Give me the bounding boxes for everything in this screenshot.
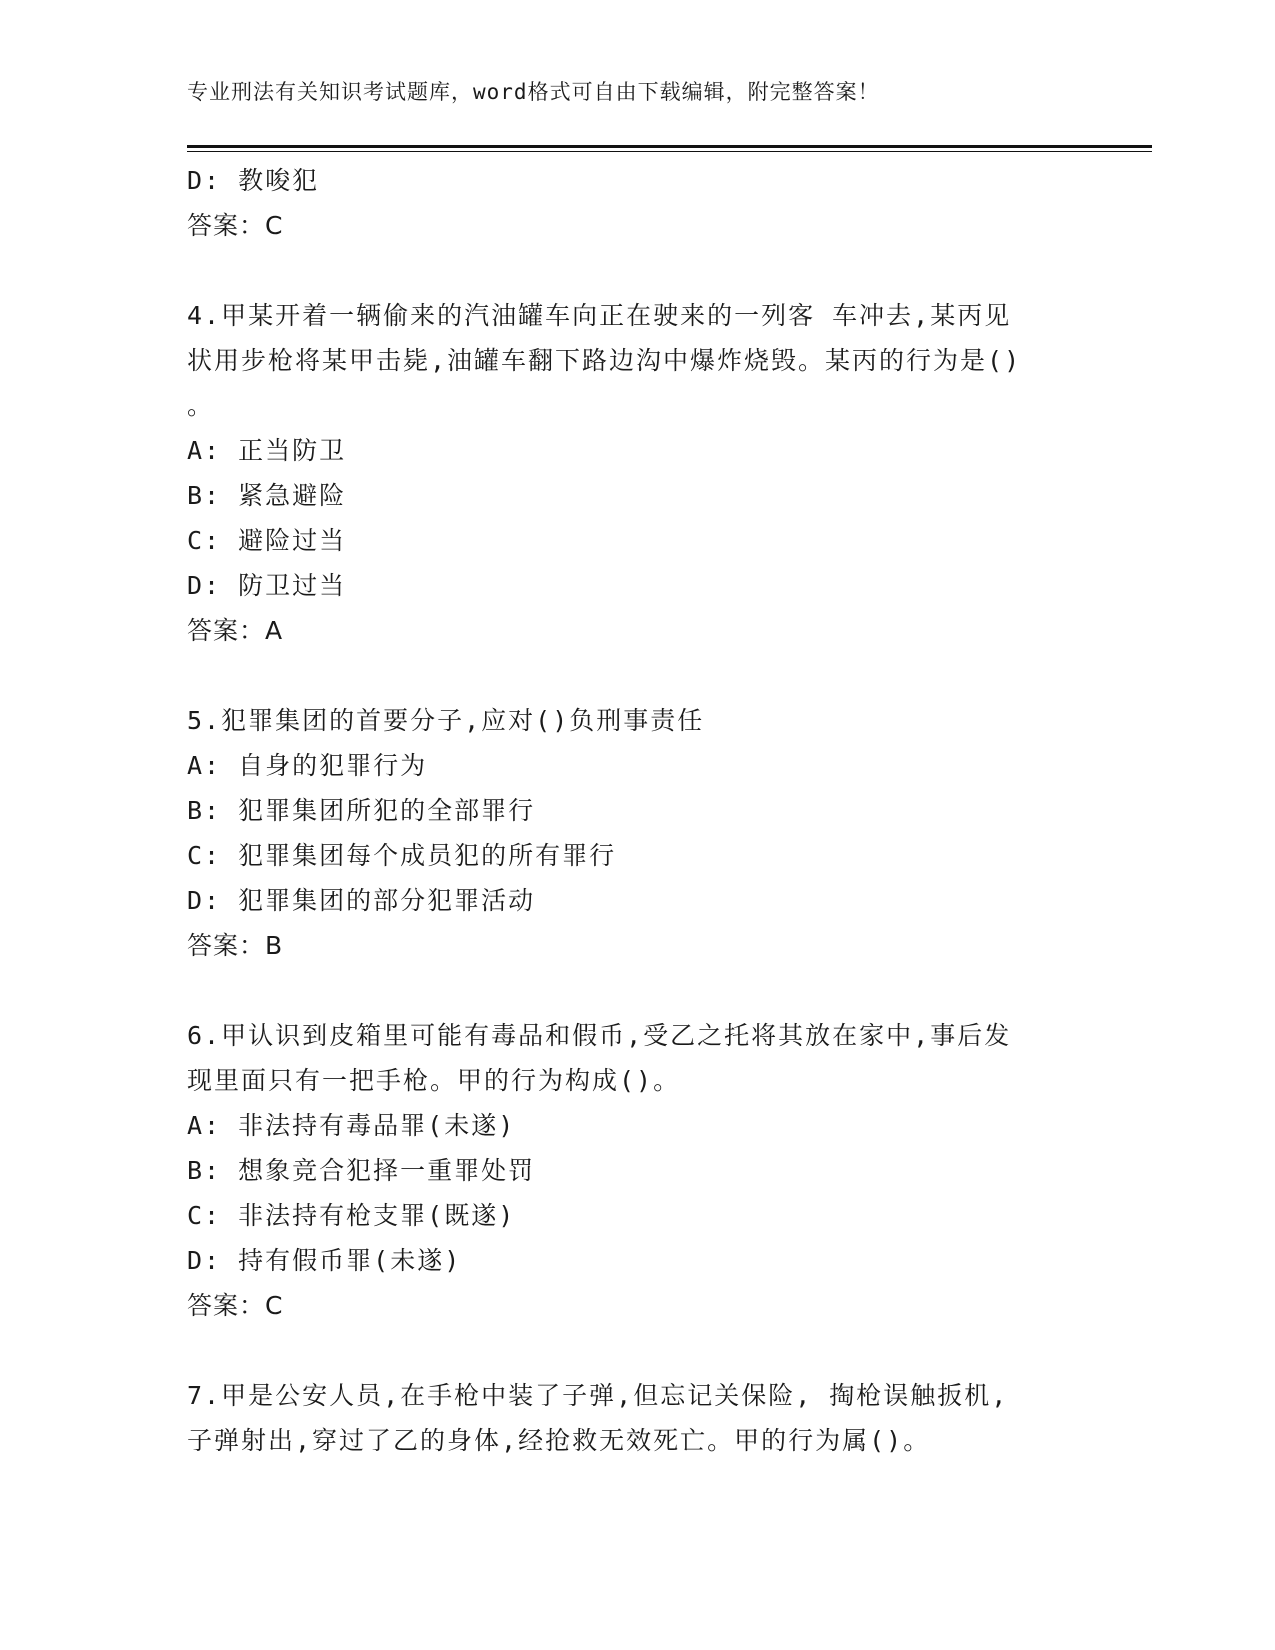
q6-stem-line-2: 现里面只有一把手枪。甲的行为构成()。: [187, 1066, 681, 1095]
q7-stem-line-2: 子弹射出,穿过了乙的身体,经抢救无效死亡。甲的行为属()。: [187, 1426, 931, 1455]
q4-option-a: A: 正当防卫: [187, 436, 347, 465]
q4-answer: 答案：A: [187, 616, 284, 645]
q5-option-b: B: 犯罪集团所犯的全部罪行: [187, 796, 536, 825]
q4-option-c: C: 避险过当: [187, 526, 347, 555]
spacer: [187, 653, 1087, 698]
header-divider-thin: [187, 151, 1152, 152]
q6-stem-line-1: 6.甲认识到皮箱里可能有毒品和假币,受乙之托将其放在家中,事后发: [187, 1021, 1012, 1050]
q3-option-d: D: 教唆犯: [187, 166, 320, 195]
q4-stem-line-3: 。: [187, 391, 215, 420]
q5-answer: 答案：B: [187, 931, 284, 960]
header-divider-thick: [187, 145, 1152, 148]
q6-answer: 答案：C: [187, 1291, 284, 1320]
q3-answer: 答案：C: [187, 211, 284, 240]
question-content: [187, 158, 1087, 1463]
q4-stem-line-2: 状用步枪将某甲击毙,油罐车翻下路边沟中爆炸烧毁。某丙的行为是(): [187, 346, 1022, 375]
q5-option-d: D: 犯罪集团的部分犯罪活动: [187, 886, 536, 915]
spacer: [187, 248, 1087, 293]
page-header: 专业刑法有关知识考试题库，word格式可自由下载编辑，附完整答案！: [187, 80, 880, 104]
q5-stem-line-1: 5.犯罪集团的首要分子,应对()负刑事责任: [187, 706, 705, 735]
q4-option-d: D: 防卫过当: [187, 571, 347, 600]
q4-option-b: B: 紧急避险: [187, 481, 347, 510]
q4-stem-line-1: 4.甲某开着一辆偷来的汽油罐车向正在驶来的一列客 车冲去,某丙见: [187, 301, 1012, 330]
q6-option-c: C: 非法持有枪支罪(既遂): [187, 1201, 516, 1230]
q6-option-d: D: 持有假币罪(未遂): [187, 1246, 462, 1275]
spacer: [187, 968, 1087, 1013]
q5-option-c: C: 犯罪集团每个成员犯的所有罪行: [187, 841, 617, 870]
q6-option-b: B: 想象竞合犯择一重罪处罚: [187, 1156, 536, 1185]
q5-option-a: A: 自身的犯罪行为: [187, 751, 428, 780]
q6-option-a: A: 非法持有毒品罪(未遂): [187, 1111, 516, 1140]
spacer: [187, 1328, 1087, 1373]
q7-stem-line-1: 7.甲是公安人员,在手枪中装了子弹,但忘记关保险, 掏枪误触扳机,: [187, 1381, 1009, 1410]
